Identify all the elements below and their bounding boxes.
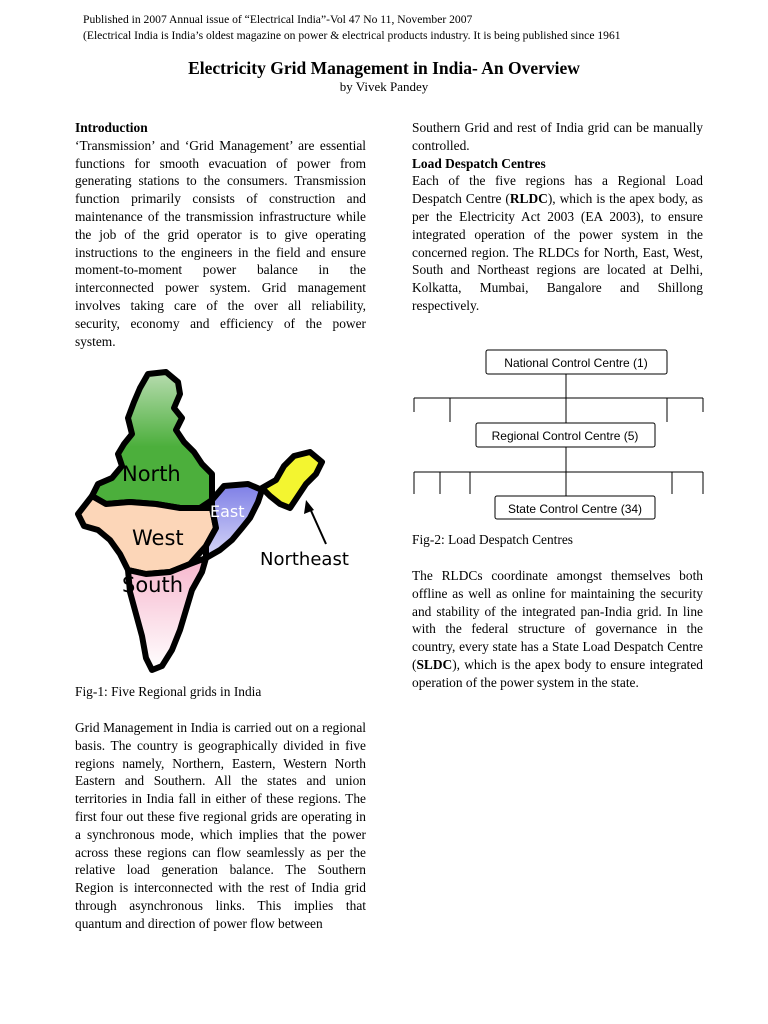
region-north (92, 372, 212, 508)
rldc-text-a: Each of the five regions has a Regional Load Despatch Centre ( (412, 173, 703, 207)
rldc-paragraph (412, 172, 703, 314)
intro-paragraph: ‘Transmission’ and ‘Grid Management’ are essential functions for smooth evacuation of power from generating stations to the consumers. Transmission function primarily consists of construction and maintenance of the transmission infrastructure while the job of the grid operator is to give operating instructions to the engineers in the field and ensure moment-to-moment power balance in the interconnected power system. Grid management involves taking care of the over all reliability, security, economy and efficiency of the power system. (75, 137, 366, 349)
article-byline: by Vivek Pandey (339, 79, 429, 94)
publication-header (83, 12, 763, 44)
load-despatch-section (412, 119, 703, 315)
grid-management-paragraph: Grid Management in India is carried out on a regional basis. The country is geographically divided in five regions namely, Northern, Eastern, Western North Eastern and Southern. All the states and union territories in India fall in either of these regions. The first four out these five regional grids are operating in a synchronous mode, which implies that the power across these regions can flow seamlessly as per the relative load generation balance. The Southern Region is interconnected with the rest of India grid through asynchronous links. This implies that quantum and direction of power flow between (75, 720, 366, 931)
header-line-1: Published in 2007 Annual issue of “Electrical India”-Vol 47 No 11, November 2007 (83, 13, 473, 26)
state-centre-label: State Control Centre (34) (507, 502, 643, 516)
regional-centre-label: Regional Control Centre (5) (491, 429, 639, 443)
figure2-caption: Fig-2: Load Despatch Centres (412, 532, 574, 547)
intro-heading: Introduction (75, 120, 148, 135)
figure1-caption: Fig-1: Five Regional grids in India (75, 684, 262, 699)
continuation-paragraph: Southern Grid and rest of India grid can be manually controlled. (412, 120, 703, 153)
rldc-term: RLDC (509, 191, 548, 207)
national-centre-label: National Control Centre (1) (504, 356, 648, 370)
article-title: Electricity Grid Management in India- An Overview (188, 58, 580, 78)
load-despatch-heading: Load Despatch Centres (412, 155, 546, 171)
india-regional-grid-map (70, 368, 360, 680)
sldc-paragraph (412, 567, 703, 692)
sldc-text-a: The RLDCs coordinate amongst themselves both offline as well as online for maintaining the security and stability of the integrated pan-India grid. In line with the federal structure of governance in the country, every state has a State Load Despatch Centre ( (412, 568, 703, 672)
label-south: South (122, 573, 184, 597)
region-northeast (262, 452, 322, 508)
region-east (206, 484, 262, 558)
grid-management-section (75, 719, 366, 933)
label-northeast: Northeast (260, 549, 349, 570)
sldc-term: SLDC (416, 656, 453, 672)
label-east: East (210, 502, 245, 521)
header-line-2: (Electrical India is India’s oldest magazine on power & electrical products industry. It is being published since 1961 (83, 29, 621, 42)
load-despatch-hierarchy-diagram (410, 346, 706, 522)
label-north: North (122, 462, 181, 486)
label-west: West (132, 526, 184, 550)
rldc-coordination-section (412, 567, 703, 692)
sldc-text-b: ), which is the apex body to ensure integrated operation of the power system in the state. (412, 656, 703, 690)
intro-section (75, 119, 366, 350)
rldc-text-b: ), which is the apex body, as per the Electricity Act 2003 (EA 2003), to ensure integrated operation of the power system in the concerned region. The RLDCs for North, East, West, South and Northeast regions are located at Delhi, Kolkatta, Mumbai, Bangalore and Shillong respectively. (412, 191, 704, 313)
